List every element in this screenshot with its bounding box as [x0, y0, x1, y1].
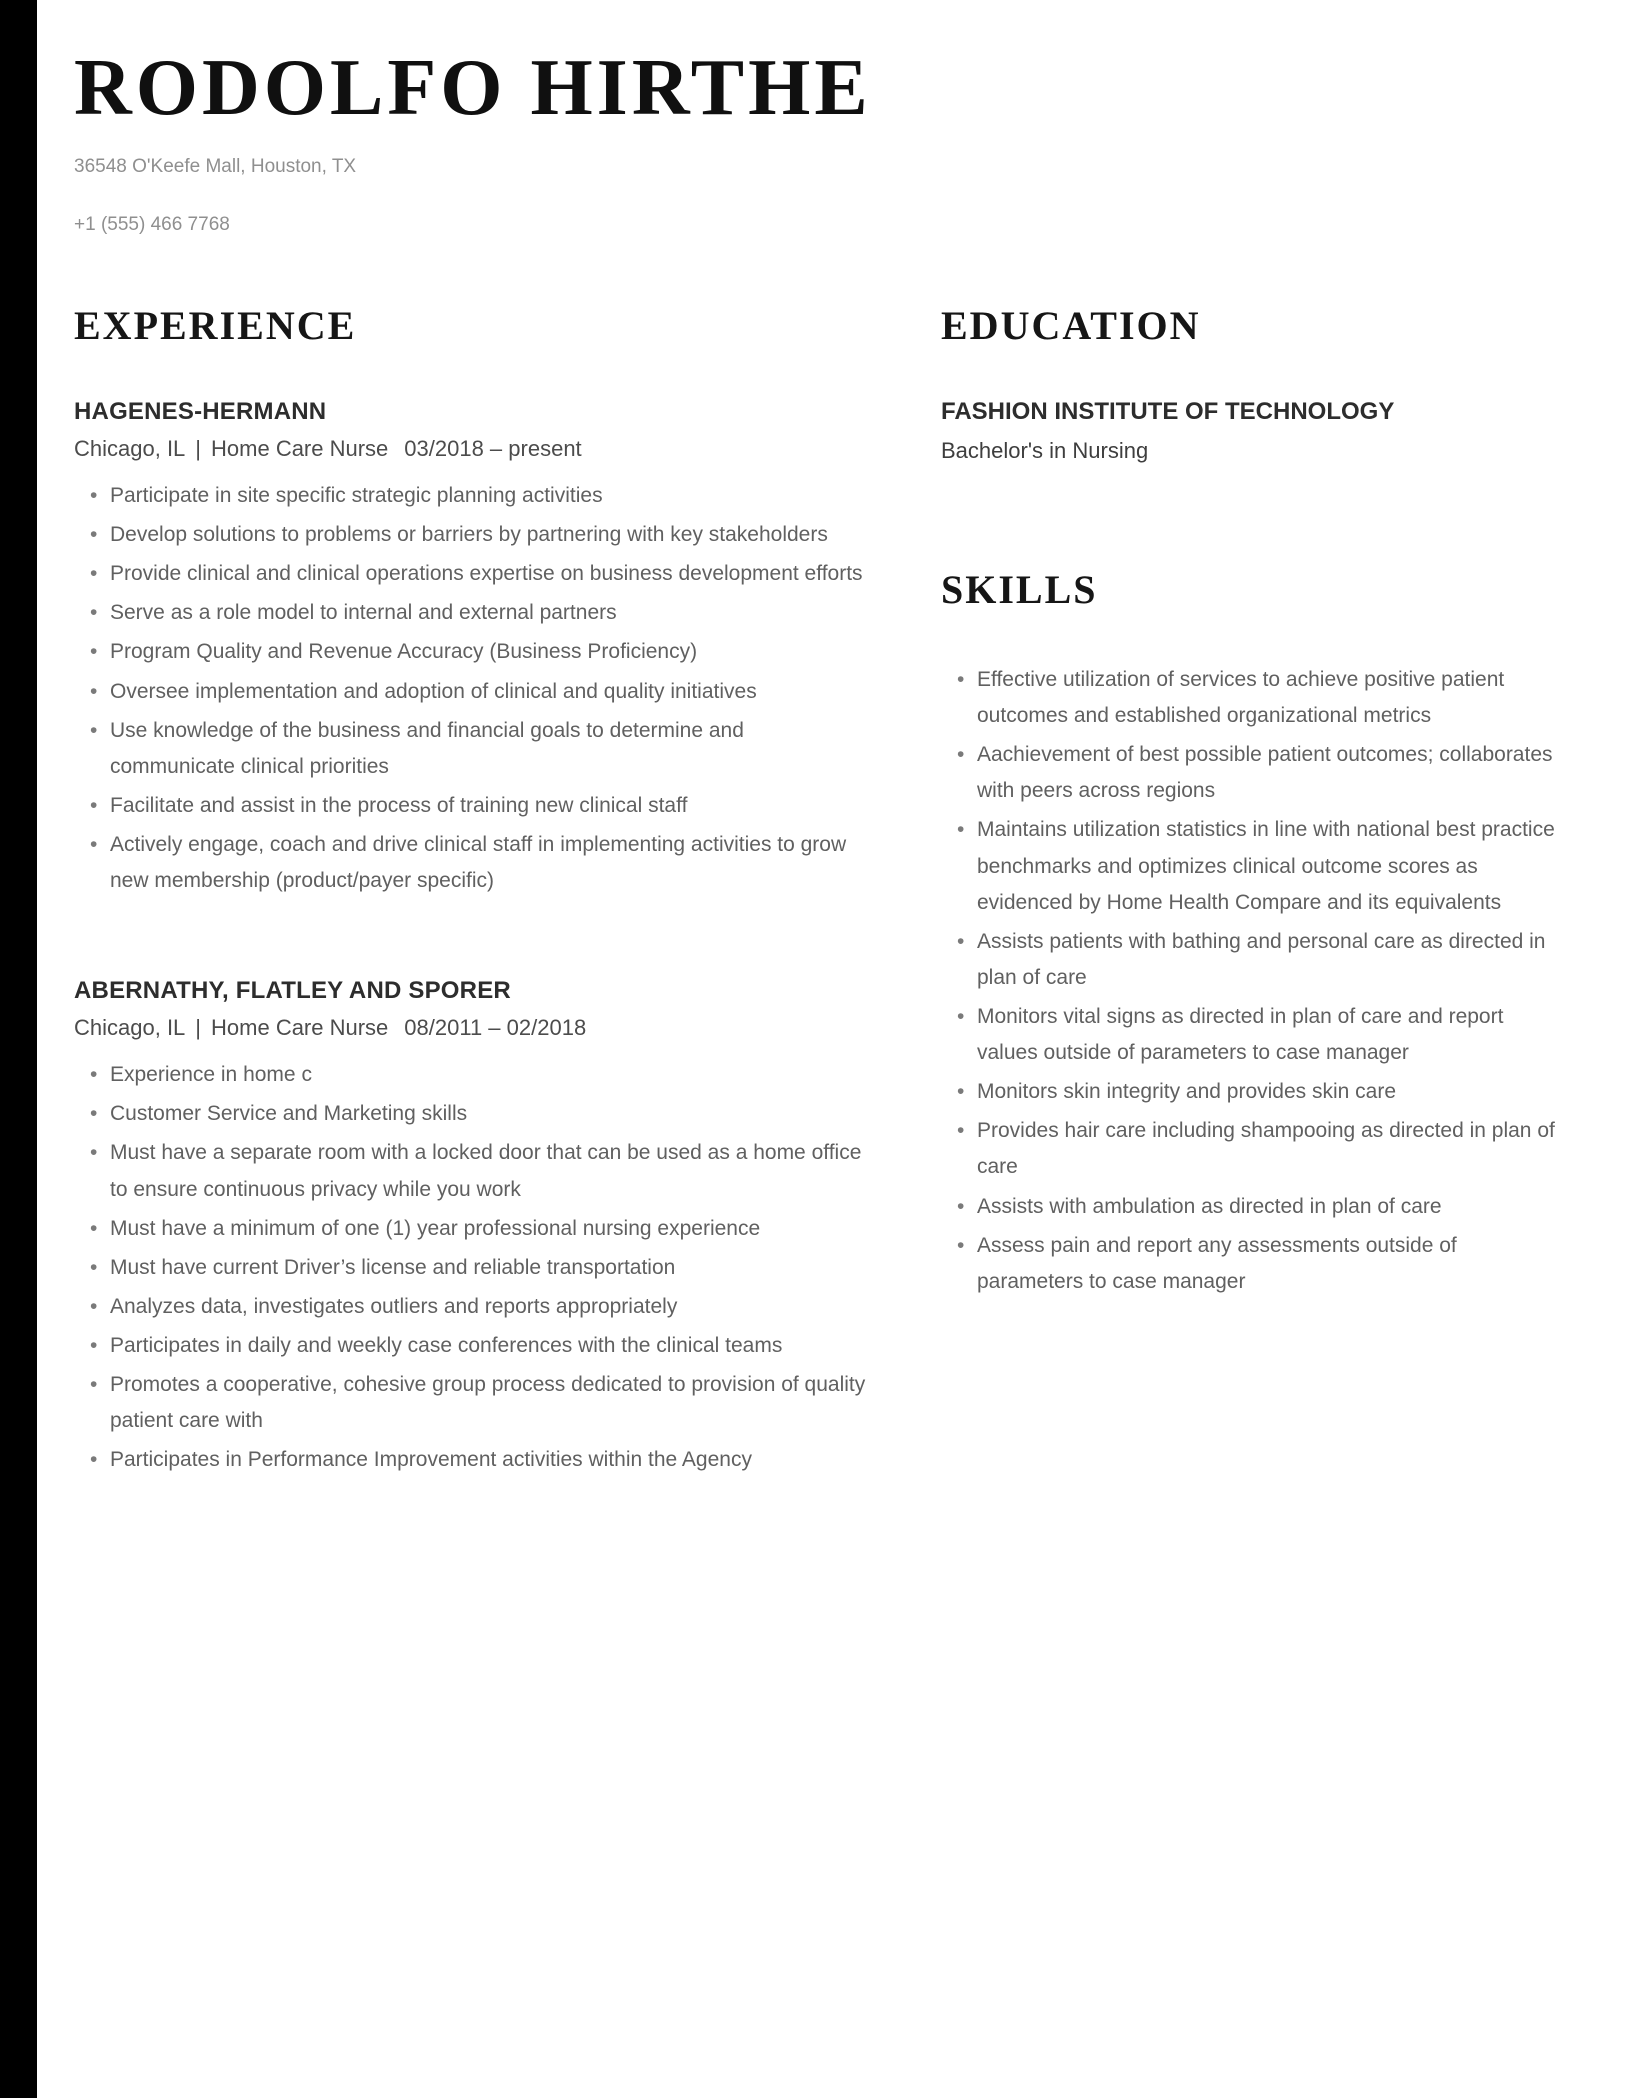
experience-section: [74, 304, 869, 1478]
left-black-bar: [0, 0, 37, 2098]
job-bullet: • Participates in daily and weekly case conferences with the clinical teams: [110, 1328, 869, 1364]
skill-item: • Monitors skin integrity and provides skin care: [977, 1074, 1564, 1110]
job-location: Chicago, IL: [74, 436, 186, 461]
job-separator: |: [195, 1015, 202, 1041]
job-bullet: • Participates in Performance Improvement activities within the Agency: [110, 1442, 869, 1478]
contact-block: [74, 156, 1564, 236]
job-bullet-list: [74, 478, 869, 899]
education-section: [941, 304, 1564, 464]
job-bullet: • Facilitate and assist in the process of training new clinical staff: [110, 788, 869, 824]
job-bullet: • Must have a separate room with a locked door that can be used as a home office to ensure continuous privacy while you work: [110, 1135, 869, 1207]
job-bullet: • Experience in home c: [110, 1057, 869, 1093]
right-column: [941, 304, 1564, 1481]
job-title: Home Care Nurse: [211, 436, 389, 461]
education-degree: Bachelor's in Nursing: [941, 438, 1149, 463]
skill-item: • Assists with ambulation as directed in plan of care: [977, 1189, 1564, 1225]
job-bullet: • Actively engage, coach and drive clinical staff in implementing activities to grow new membership (product/payer specific): [110, 827, 869, 899]
job-title: Home Care Nurse: [211, 1015, 389, 1041]
job-bullet: • Use knowledge of the business and financial goals to determine and communicate clinical priorities: [110, 713, 869, 785]
job-dates: 08/2011 – 02/2018: [404, 1015, 587, 1041]
contact-phone: +1 (555) 466 7768: [74, 214, 230, 235]
candidate-name: RODOLFO HIRTHE: [74, 44, 872, 132]
job-bullet: • Analyzes data, investigates outliers and reports appropriately: [110, 1289, 869, 1325]
education-heading: EDUCATION: [941, 303, 1201, 348]
job-bullet: • Must have a minimum of one (1) year professional nursing experience: [110, 1211, 869, 1247]
skill-item: • Monitors vital signs as directed in plan of care and report values outside of parameters to case manager: [977, 999, 1564, 1071]
skill-item: • Assists patients with bathing and personal care as directed in plan of care: [977, 924, 1564, 996]
skill-item: • Aachievement of best possible patient outcomes; collaborates with peers across regions: [977, 737, 1564, 809]
contact-address: 36548 O'Keefe Mall, Houston, TX: [74, 156, 357, 177]
job-entry: [74, 398, 869, 899]
job-separator: |: [195, 436, 202, 461]
job-bullet: • Oversee implementation and adoption of clinical and quality initiatives: [110, 674, 869, 710]
resume-content: [74, 0, 1564, 1481]
job-company: HAGENES-HERMANN: [74, 398, 327, 425]
skills-list: [941, 662, 1564, 1300]
experience-heading: EXPERIENCE: [74, 303, 357, 348]
job-bullet: • Promotes a cooperative, cohesive group process dedicated to provision of quality patient care with: [110, 1367, 869, 1439]
skill-item: • Maintains utilization statistics in line with national best practice benchmarks and optimizes clinical outcome scores as evidenced by Home Health Compare and its equivalents: [977, 812, 1564, 920]
skills-heading: SKILLS: [941, 567, 1098, 612]
resume-header: [74, 44, 1564, 236]
skill-item: • Assess pain and report any assessments outside of parameters to case manager: [977, 1228, 1564, 1300]
education-school: FASHION INSTITUTE OF TECHNOLOGY: [941, 398, 1395, 425]
left-column: [74, 304, 869, 1481]
job-bullet: • Serve as a role model to internal and external partners: [110, 595, 869, 631]
job-bullet: • Customer Service and Marketing skills: [110, 1096, 869, 1132]
job-entry: [74, 977, 869, 1478]
job-list: [74, 398, 869, 1478]
job-bullet-list: [74, 1057, 869, 1478]
job-bullet: • Develop solutions to problems or barriers by partnering with key stakeholders: [110, 517, 869, 553]
job-bullet: • Program Quality and Revenue Accuracy (Business Proficiency): [110, 634, 869, 670]
job-dates: 03/2018 – present: [404, 436, 582, 461]
job-company: ABERNATHY, FLATLEY AND SPORER: [74, 977, 511, 1005]
job-bullet: • Must have current Driver’s license and reliable transportation: [110, 1250, 869, 1286]
skill-item: • Effective utilization of services to achieve positive patient outcomes and established organizational metrics: [977, 662, 1564, 734]
job-meta: [74, 1015, 869, 1041]
two-column-layout: [74, 304, 1564, 1481]
job-bullet: • Provide clinical and clinical operations expertise on business development efforts: [110, 556, 869, 592]
skills-section: [941, 568, 1564, 1300]
skill-item: • Provides hair care including shampooing as directed in plan of care: [977, 1113, 1564, 1185]
job-bullet: • Participate in site specific strategic planning activities: [110, 478, 869, 514]
job-meta: [74, 436, 869, 462]
job-location: Chicago, IL: [74, 1015, 186, 1041]
